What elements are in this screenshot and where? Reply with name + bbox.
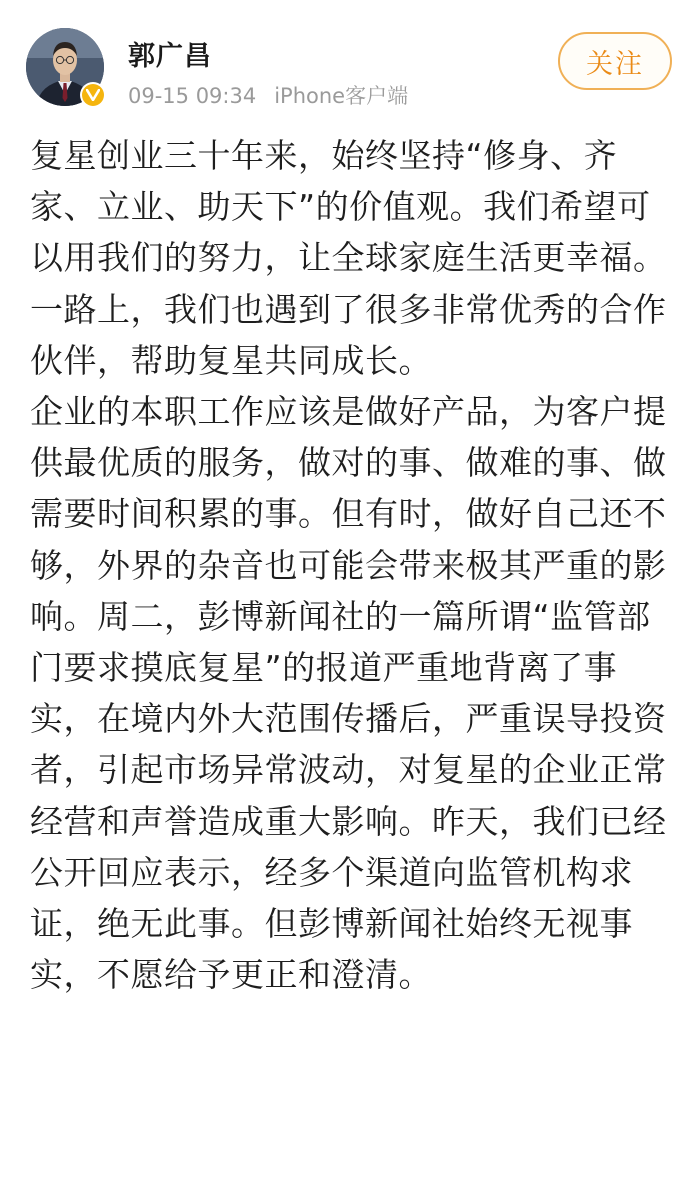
post-paragraph: 复星创业三十年来，始终坚持“修身、齐家、立业、助天下”的价值观。我们希望可以用我们的努力，让全球家庭生活更幸福。 <box>30 136 667 278</box>
author-name[interactable]: 郭广昌 <box>128 41 212 72</box>
post-source: iPhone客户端 <box>274 84 409 108</box>
post-paragraph: 企业的本职工作应该是做好产品，为客户提供最优质的服务，做对的事、做难的事、做需要时间积累的事。但有时，做好自己还不够，外界的杂音也可能会带来极其严重的影响。周二，彭博新闻社的一篇所谓“监管部门要求摸底复星”的报道严重地背离了事实，在境内外大范围传播后，严重误导投资者，引起市场异常波动，对复星的企业正常经营和声誉造成重大影响。昨天，我们已经公开回应表示，经多个渠道向监管机构求证，绝无此事。但彭博新闻社始终无视事实，不愿给予更正和澄清。 <box>30 392 667 995</box>
follow-button[interactable]: 关注 <box>558 32 672 90</box>
post-paragraph: 一路上，我们也遇到了很多非常优秀的合作伙伴，帮助复星共同成长。 <box>30 289 667 380</box>
verified-v-icon <box>82 84 104 106</box>
author-avatar[interactable] <box>26 28 104 106</box>
post-body <box>30 130 678 1000</box>
post-header <box>0 0 700 122</box>
post-meta <box>128 80 408 110</box>
post-timestamp: 09-15 09:34 <box>128 84 257 108</box>
verified-badge <box>80 82 106 108</box>
